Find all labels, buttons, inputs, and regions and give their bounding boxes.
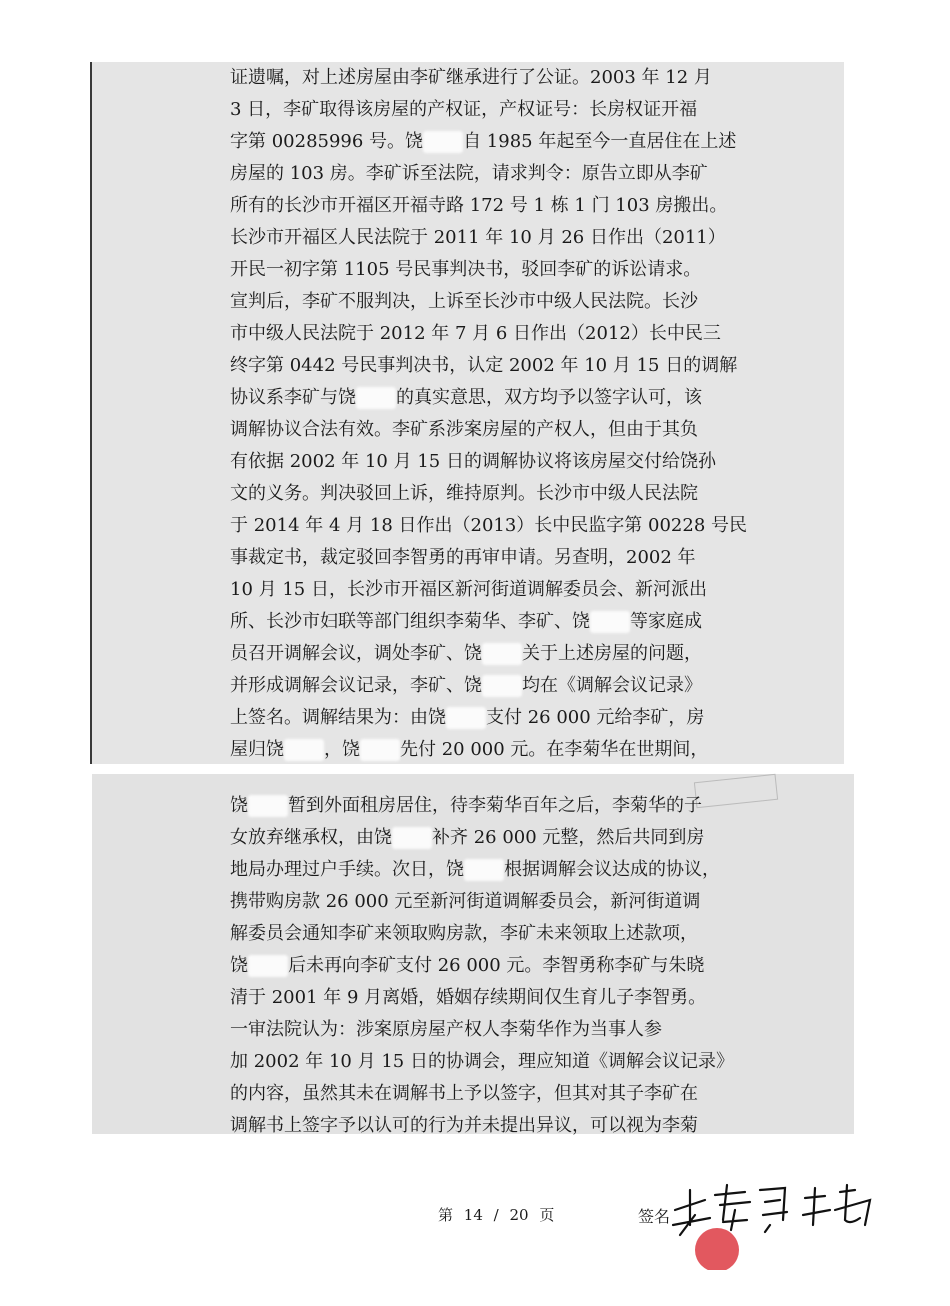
page-prefix: 第 [438, 1206, 454, 1224]
text-line: 上签名。调解结果为：由饶 支付 26 000 元给李矿，房 [230, 707, 705, 728]
text-line: 调解书上签字予以认可的行为并未提出异议，可以视为李菊 [230, 1115, 698, 1136]
handwritten-signature [673, 1185, 870, 1235]
text-line: 宣判后，李矿不服判决，上诉至长沙市中级人民法院。长沙 [230, 291, 698, 312]
redacted-name [590, 611, 630, 633]
text-line: 携带购房款 26 000 元至新河街道调解委员会，新河街道调 [230, 891, 701, 912]
text-line: 清于 2001 年 9 月离婚，婚姻存续期间仅生育儿子李智勇。 [230, 987, 707, 1008]
text-line: 房屋的 103 房。李矿诉至法院，请求判令：原告立即从李矿 [230, 163, 708, 184]
text-line: 3 日，李矿取得该房屋的产权证，产权证号：长房权证开福 [230, 99, 698, 120]
signature-with-seal [665, 1170, 895, 1270]
signature-label: 签名 [638, 1207, 671, 1226]
text-line: 事裁定书，裁定驳回李智勇的再审申请。另查明，2002 年 [230, 547, 696, 568]
document-body-top [230, 62, 748, 766]
text-line: 有依据 2002 年 10 月 15 日的调解协议将该房屋交付给饶孙 [230, 451, 716, 472]
text-line: 饶 暂到外面租房居住，待李菊华百年之后，李菊华的子 [230, 795, 702, 816]
redacted-name [464, 859, 504, 881]
redacted-name [284, 739, 324, 761]
redacted-name [482, 675, 522, 697]
text-line: 所有的长沙市开福区开福寺路 172 号 1 栋 1 门 103 房搬出。 [230, 195, 728, 216]
text-line: 一审法院认为：涉案原房屋产权人李菊华作为当事人参 [230, 1019, 662, 1040]
redacted-name [392, 827, 432, 849]
text-line: 开民一初字第 1105 号民事判决书，驳回李矿的诉讼请求。 [230, 259, 702, 280]
page-separator: / [493, 1206, 499, 1224]
page-current: 14 [463, 1206, 483, 1224]
text-line: 终字第 0442 号民事判决书，认定 2002 年 10 月 15 日的调解 [230, 355, 738, 376]
redacted-name [482, 643, 522, 665]
redacted-name [423, 131, 463, 153]
page-number [438, 1204, 560, 1225]
redacted-name [446, 707, 486, 729]
text-line: 文的义务。判决驳回上诉，维持原判。长沙市中级人民法院 [230, 483, 698, 504]
text-line: 并形成调解会议记录，李矿、饶 均在《调解会议记录》 [230, 675, 702, 696]
text-line: 所、长沙市妇联等部门组织李菊华、李矿、饶 等家庭成 [230, 611, 702, 632]
redacted-name [248, 795, 288, 817]
red-fingerprint-seal [695, 1228, 739, 1270]
document-body-bottom [230, 790, 748, 1142]
text-line: 员召开调解会议，调处李矿、饶 关于上述房屋的问题， [230, 643, 702, 664]
redacted-name [360, 739, 400, 761]
text-line: 协议系李矿与饶 的真实意思，双方均予以签字认可，该 [230, 387, 702, 408]
redacted-name [248, 955, 288, 977]
text-line: 解委员会通知李矿来领取购房款，李矿未来领取上述款项， [230, 923, 698, 944]
text-line: 长沙市开福区人民法院于 2011 年 10 月 26 日作出（2011） [230, 227, 726, 248]
text-line: 于 2014 年 4 月 18 日作出（2013）长中民监字第 00228 号民 [230, 515, 748, 536]
page-total: 20 [509, 1206, 529, 1224]
text-line: 地局办理过户手续。次日，饶 根据调解会议达成的协议， [230, 859, 720, 880]
text-line: 市中级人民法院于 2012 年 7 月 6 日作出（2012）长中民三 [230, 323, 721, 344]
text-line: 加 2002 年 10 月 15 日的协调会，理应知道《调解会议记录》 [230, 1051, 734, 1072]
text-line: 字第 00285996 号。饶 自 1985 年起至今一直居住在上述 [230, 131, 737, 152]
text-line: 的内容，虽然其未在调解书上予以签字，但其对其子李矿在 [230, 1083, 698, 1104]
redacted-name [356, 387, 396, 409]
text-line: 饶 后未再向李矿支付 26 000 元。李智勇称李矿与朱晓 [230, 955, 705, 976]
page-suffix: 页 [539, 1206, 555, 1224]
text-line: 证遗嘱，对上述房屋由李矿继承进行了公证。2003 年 12 月 [230, 67, 712, 88]
text-line: 女放弃继承权，由饶 补齐 26 000 元整，然后共同到房 [230, 827, 705, 848]
scan-edge-line [90, 62, 92, 764]
text-line: 调解协议合法有效。李矿系涉案房屋的产权人，但由于其负 [230, 419, 698, 440]
text-line: 10 月 15 日，长沙市开福区新河街道调解委员会、新河派出 [230, 579, 707, 600]
text-line: 屋归饶 ，饶 先付 20 000 元。在李菊华在世期间， [230, 739, 709, 760]
